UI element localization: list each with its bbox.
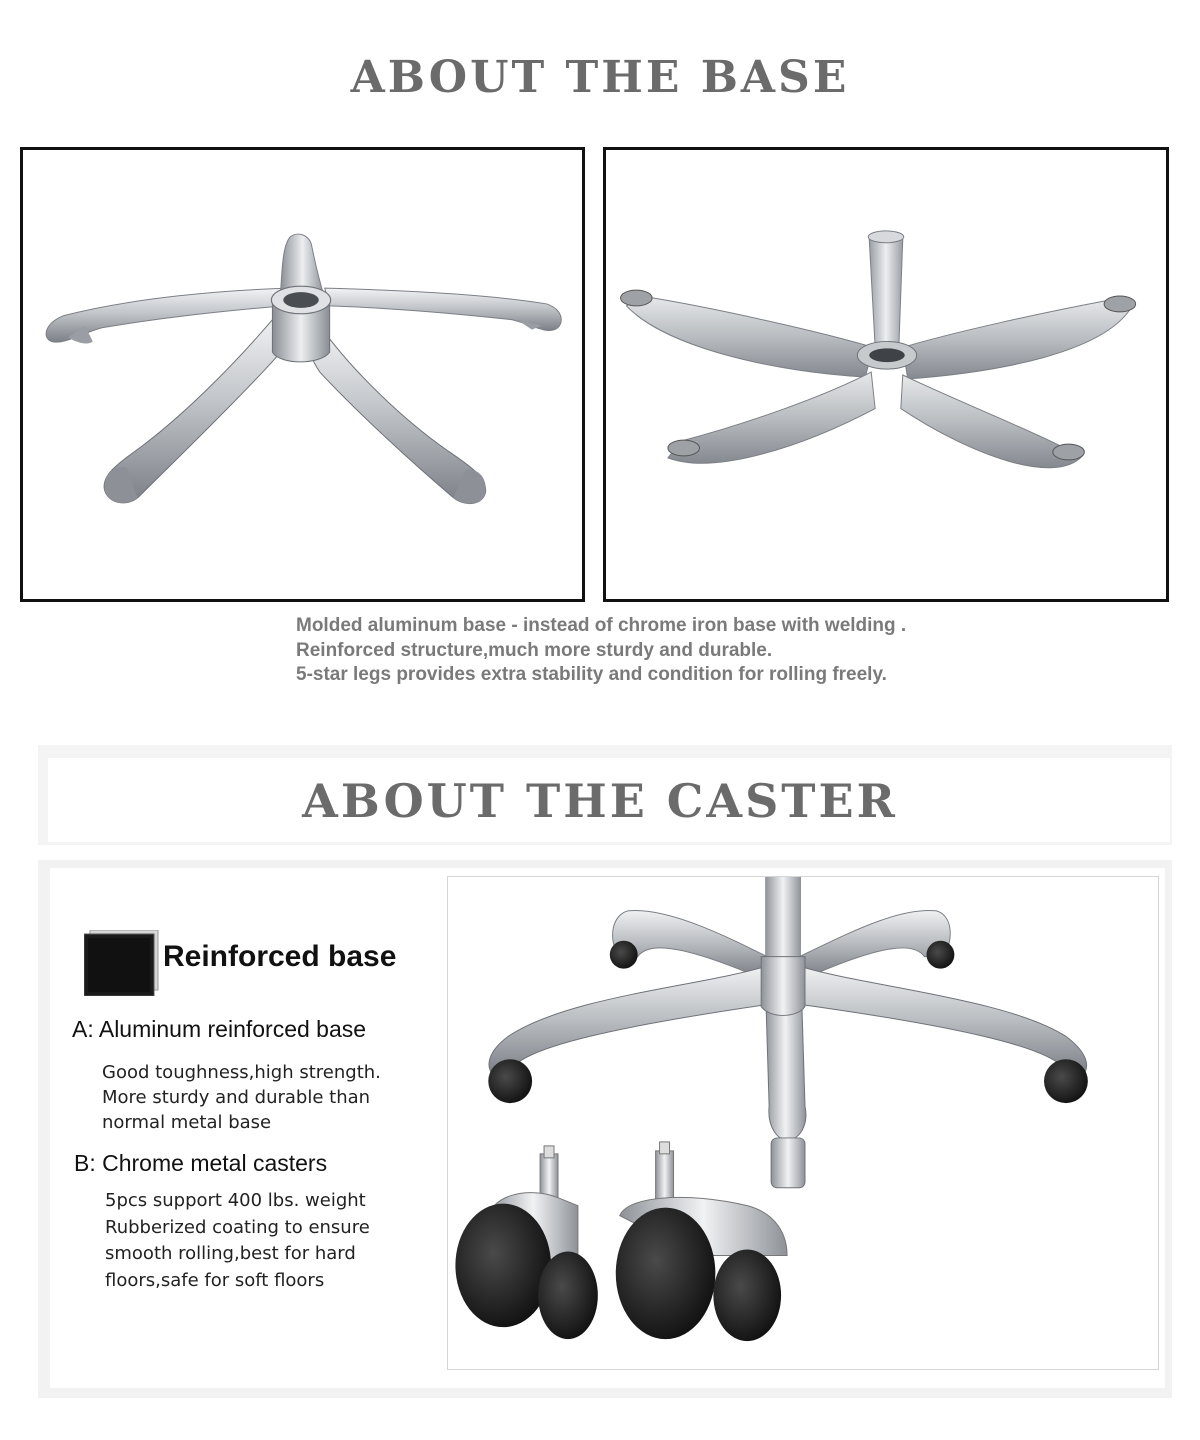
feature-a-body (102, 1060, 442, 1135)
base-with-casters-illustration (448, 877, 1158, 1369)
aluminum-star-base-underside-illustration (606, 150, 1166, 599)
feature-b-line: smooth rolling,best for hard (105, 1243, 356, 1264)
feature-a-line: Good toughness,high strength. (102, 1062, 381, 1083)
caster-section-heading: ABOUT THE CASTER (302, 774, 898, 828)
feature-a-line: More sturdy and durable than (102, 1087, 371, 1108)
base-section-heading: ABOUT THE BASE (350, 52, 850, 103)
feature-title: Reinforced base (163, 940, 397, 973)
base-description (296, 614, 1096, 688)
caster-assembly-image (447, 876, 1159, 1370)
feature-b-body (105, 1188, 435, 1294)
base-description-line: Molded aluminum base - instead of chrome iron base with welding . (296, 615, 907, 636)
feature-b-line: 5pcs support 400 lbs. weight (105, 1190, 366, 1211)
feature-b-line: floors,safe for soft floors (105, 1269, 325, 1291)
feature-a-marker: A: (72, 1016, 94, 1042)
aluminum-star-base-illustration (23, 150, 582, 599)
feature-a-line: normal metal base (102, 1112, 272, 1133)
feature-b-marker: B: (74, 1150, 96, 1176)
base-bottom-view-image (603, 147, 1169, 602)
feature-b-heading (74, 1150, 327, 1177)
base-description-line: 5-star legs provides extra stability and condition for rolling freely. (296, 664, 887, 685)
feature-b-line: Rubberized coating to ensure (105, 1216, 370, 1238)
feature-a-title: Aluminum reinforced base (98, 1016, 367, 1042)
base-description-line: Reinforced structure,much more sturdy and durable. (296, 639, 773, 661)
base-top-view-image (20, 147, 585, 602)
black-material-swatch-icon (84, 930, 160, 996)
feature-a-heading (72, 1016, 366, 1043)
feature-b-title: Chrome metal casters (102, 1150, 328, 1176)
